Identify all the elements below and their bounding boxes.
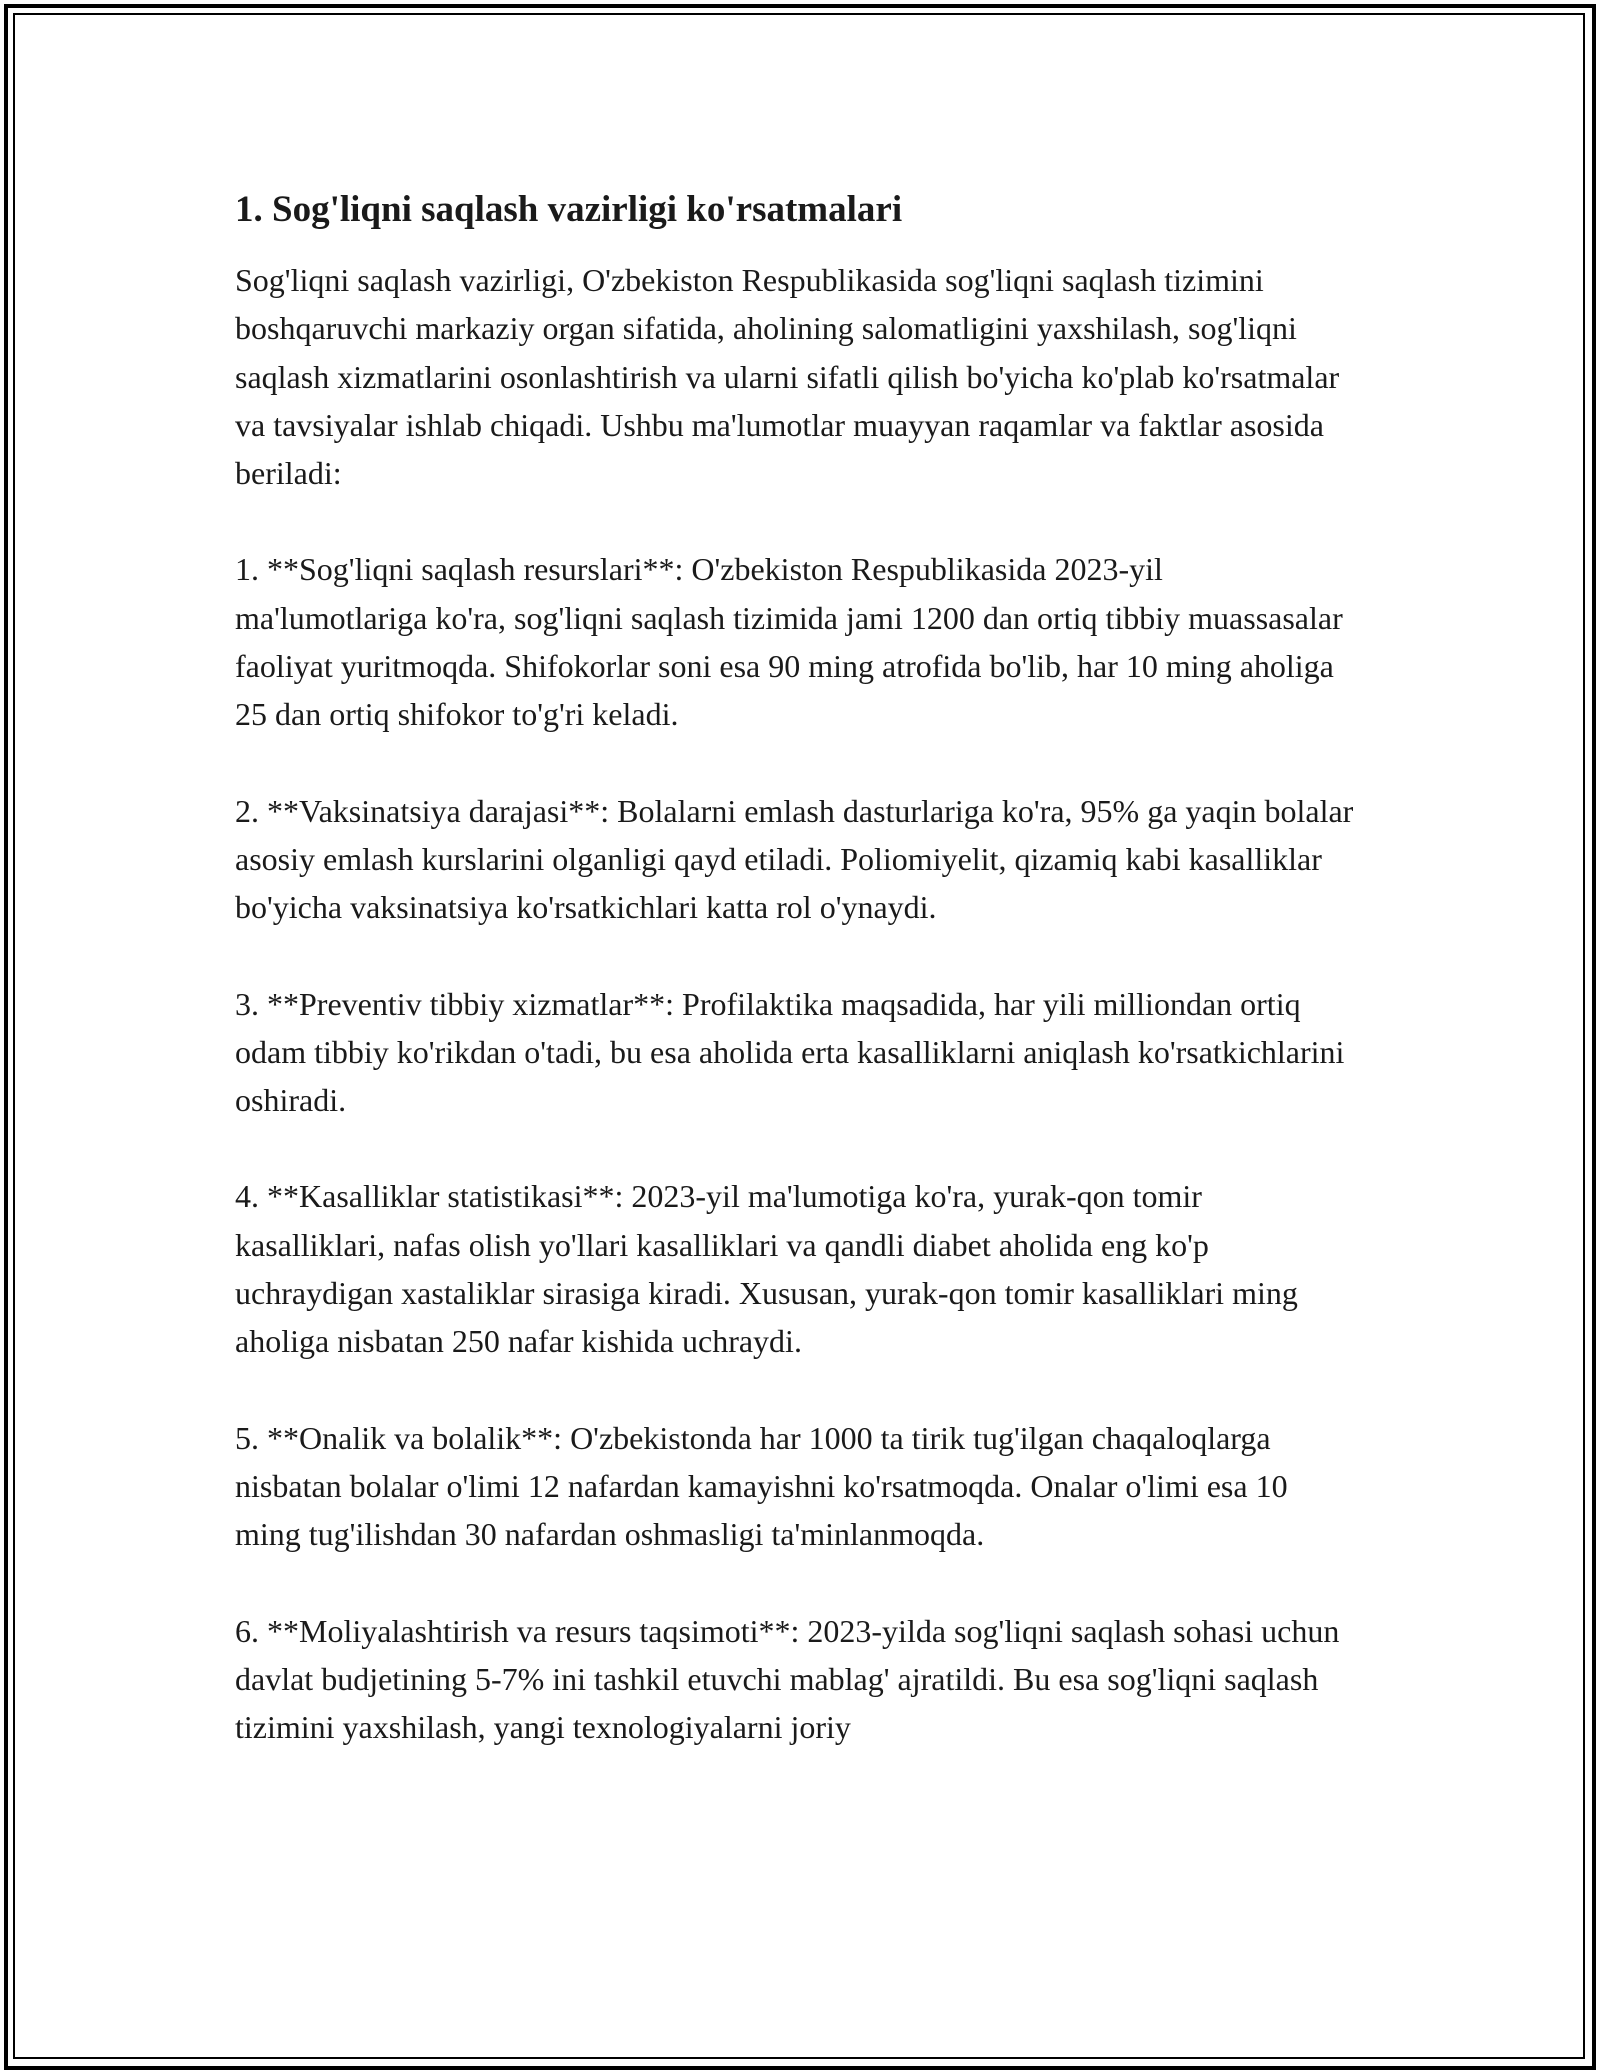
list-item-disease-statistics: 4. **Kasalliklar statistikasi**: 2023-yil ma'lumotiga ko'ra, yurak-qon tomir kasalliklari, nafas olish yo'llari kasalliklari va qandli diabet aholida eng ko'p uchraydigan xastaliklar sirasiga kiradi. Xususan, yurak-qon tomir kasalliklari ming aholiga nisbatan 250 nafar kishida uchraydi. bbox=[235, 1178, 1298, 1360]
list-item-resources: 1. **Sog'liqni saqlash resurslari**: O'zbekiston Respublikasida 2023-yil ma'lumotlariga ko'ra, sog'liqni saqlash tizimida jami 1200 dan ortiq tibbiy muassasalar faoliyat yuritmoqda. Shifokorlar soni esa 90 ming atrofida bo'lib, har 10 ming aholiga 25 dan ortiq shifokor to'g'ri keladi. bbox=[235, 551, 1343, 733]
list-item-vaccination: 2. **Vaksinatsiya darajasi**: Bolalarni emlash dasturlariga ko'ra, 95% ga yaqin bolalar asosiy emlash kurslarini olganligi qayd etiladi. Poliomiyelit, qizamiq kabi kasalliklar bo'yicha vaksinatsiya ko'rsatkichlari katta rol o'ynaydi. bbox=[235, 792, 1354, 926]
section-heading: 1. Sog'liqni saqlash vazirligi ko'rsatmalari bbox=[235, 189, 903, 230]
list-item-financing: 6. **Moliyalashtirish va resurs taqsimoti**: 2023-yilda sog'liqni saqlash sohasi uchun davlat budjetining 5-7% ini tashkil etuvchi mablag' ajratildi. Bu esa sog'liqni saqlash tizimini yaxshilash, yangi texnologiyalarni joriy bbox=[235, 1612, 1340, 1746]
list-item-maternity-childhood: 5. **Onalik va bolalik**: O'zbekistonda har 1000 ta tirik tug'ilgan chaqaloqlarga nisbatan bolalar o'limi 12 nafardan kamayishni ko'rsatmoqda. Onalar o'limi esa 10 ming tug'ilishdan 30 nafardan oshmasligi ta'minlanmoqda. bbox=[235, 1419, 1288, 1553]
document-body bbox=[235, 186, 1355, 1751]
intro-paragraph: Sog'liqni saqlash vazirligi, O'zbekiston Respublikasida sog'liqni saqlash tizimini boshqaruvchi markaziy organ sifatida, aholining salomatligini yaxshilash, sog'liqni saqlash xizmatlarini osonlashtirish va ularni sifatli qilish bo'yicha ko'plab ko'rsatmalar va tavsiyalar ishlab chiqadi. Ushbu ma'lumotlar muayyan raqamlar va faktlar asosida beriladi: bbox=[235, 262, 1340, 492]
list-item-preventive-services: 3. **Preventiv tibbiy xizmatlar**: Profilaktika maqsadida, har yili milliondan ortiq odam tibbiy ko'rikdan o'tadi, bu esa aholida erta kasalliklarni aniqlash ko'rsatkichlarini oshiradi. bbox=[235, 985, 1345, 1119]
